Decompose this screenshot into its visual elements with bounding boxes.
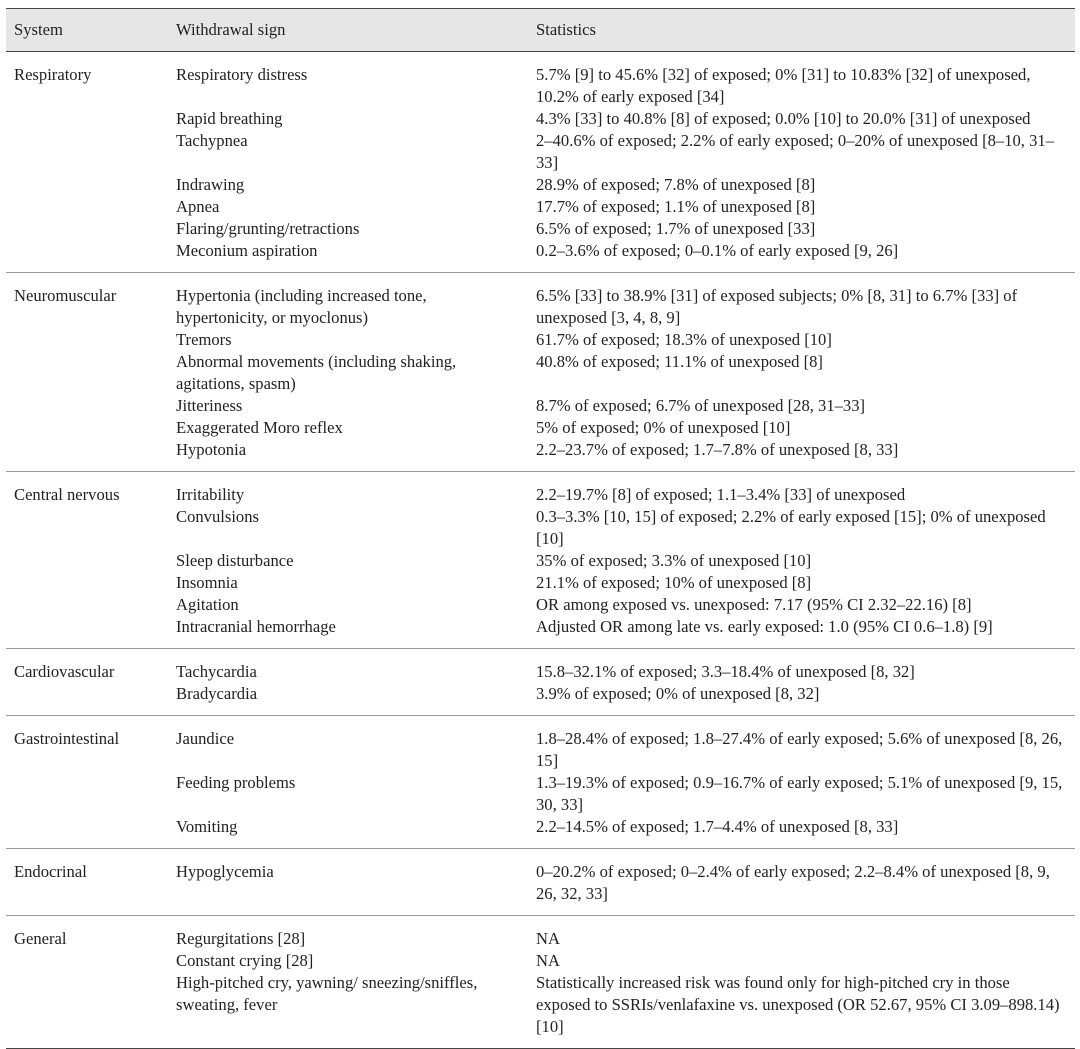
- system-cell: [6, 616, 168, 649]
- withdrawal-sign-cell: Apnea: [176, 197, 220, 216]
- statistics-cell: 0.3–3.3% [10, 15] of exposed; 2.2% of early exposed [15]; 0% of unexposed [10]: [536, 507, 1046, 548]
- withdrawal-sign-cell: Agitation: [176, 595, 239, 614]
- statistics-cell: 8.7% of exposed; 6.7% of unexposed [28, 31–33]: [536, 396, 866, 415]
- table-row: [6, 273, 1075, 330]
- withdrawal-sign-cell: Hypertonia (including increased tone, hypertonicity, or myoclonus): [176, 286, 427, 327]
- statistics-cell: 17.7% of exposed; 1.1% of unexposed [8]: [536, 197, 816, 216]
- system-cell: [6, 174, 168, 196]
- statistics-cell: 4.3% [33] to 40.8% [8] of exposed; 0.0% [10] to 20.0% [31] of unexposed: [536, 109, 1031, 128]
- withdrawal-sign-cell: Irritability: [176, 485, 245, 504]
- table-row: [6, 683, 1075, 716]
- system-cell: [6, 417, 168, 439]
- table-row: [6, 52, 1075, 109]
- statistics-cell: 0.2–3.6% of exposed; 0–0.1% of early exposed [9, 26]: [528, 240, 1075, 273]
- system-cell: Endocrinal: [6, 849, 168, 916]
- system-cell: [6, 395, 168, 417]
- table-row: [6, 351, 1075, 395]
- withdrawal-sign-cell: Rapid breathing: [176, 109, 283, 128]
- system-cell: [6, 351, 168, 395]
- statistics-cell: Adjusted OR among late vs. early exposed: 1.0 (95% CI 0.6–1.8) [9]: [528, 616, 1075, 649]
- header-row: [6, 9, 1075, 52]
- system-cell: [6, 130, 168, 174]
- statistics-cell: 40.8% of exposed; 11.1% of unexposed [8]: [536, 352, 823, 371]
- table-row: [6, 439, 1075, 472]
- withdrawal-sign-cell: Jaundice: [176, 729, 235, 748]
- statistics-cell: 5.7% [9] to 45.6% [32] of exposed; 0% [31] to 10.83% [32] of unexposed, 10.2% of early exposed [34]: [536, 65, 1031, 106]
- system-cell: Gastrointestinal: [14, 729, 120, 748]
- statistics-cell: Statistically increased risk was found only for high-pitched cry in those exposed to SSRIs/venlafaxine vs. unexposed (OR 52.67, 95% CI 3.09–898.14) [10]: [528, 972, 1075, 1049]
- table-row: [6, 130, 1075, 174]
- withdrawal-sign-cell: Flaring/grunting/retractions: [176, 219, 360, 238]
- statistics-cell: 28.9% of exposed; 7.8% of unexposed [8]: [536, 175, 816, 194]
- statistics-cell: 2.2–19.7% [8] of exposed; 1.1–3.4% [33] of unexposed: [536, 485, 906, 504]
- system-cell: [6, 594, 168, 616]
- table-row: [6, 240, 1075, 273]
- header-withdrawal-sign: Withdrawal sign: [168, 9, 528, 52]
- statistics-cell: 5% of exposed; 0% of unexposed [10]: [536, 418, 791, 437]
- system-cell: [6, 218, 168, 240]
- system-cell: Central nervous: [14, 485, 120, 504]
- statistics-cell: NA: [536, 951, 560, 970]
- system-cell: [6, 506, 168, 550]
- table-row: [6, 950, 1075, 972]
- statistics-cell: 21.1% of exposed; 10% of unexposed [8]: [536, 573, 812, 592]
- withdrawal-sign-cell: Feeding problems: [176, 773, 296, 792]
- table-header: [6, 9, 1075, 52]
- statistics-cell: 6.5% [33] to 38.9% [31] of exposed subjects; 0% [8, 31] to 6.7% [33] of unexposed [3, 4, 8, 9]: [536, 286, 1018, 327]
- withdrawal-sign-cell: Tachycardia: [176, 662, 257, 681]
- statistics-cell: 2.2–23.7% of exposed; 1.7–7.8% of unexposed [8, 33]: [528, 439, 1075, 472]
- system-cell: Neuromuscular: [14, 286, 117, 305]
- system-cell: [6, 439, 168, 472]
- statistics-cell: 2.2–14.5% of exposed; 1.7–4.4% of unexposed [8, 33]: [528, 816, 1075, 849]
- withdrawal-sign-cell: High-pitched cry, yawning/ sneezing/sniffles, sweating, fever: [168, 972, 528, 1049]
- withdrawal-sign-cell: Jitteriness: [176, 396, 243, 415]
- withdrawal-sign-cell: Convulsions: [176, 507, 259, 526]
- statistics-cell: OR among exposed vs. unexposed: 7.17 (95% CI 2.32–22.16) [8]: [536, 595, 972, 614]
- table-row: [6, 849, 1075, 916]
- system-cell: [6, 550, 168, 572]
- system-cell: Cardiovascular: [14, 662, 115, 681]
- header-statistics: Statistics: [528, 9, 1075, 52]
- withdrawal-signs-table: [6, 8, 1075, 1049]
- table-row: [6, 916, 1075, 951]
- statistics-cell: 61.7% of exposed; 18.3% of unexposed [10]: [536, 330, 832, 349]
- table-row: [6, 816, 1075, 849]
- system-cell: [6, 240, 168, 273]
- withdrawal-sign-cell: Intracranial hemorrhage: [168, 616, 528, 649]
- withdrawal-sign-cell: Tachypnea: [176, 131, 248, 150]
- withdrawal-sign-cell: Vomiting: [168, 816, 528, 849]
- statistics-cell: 1.3–19.3% of exposed; 0.9–16.7% of early exposed; 5.1% of unexposed [9, 15, 30, 33]: [536, 773, 1063, 814]
- table-row: [6, 108, 1075, 130]
- system-cell: [6, 196, 168, 218]
- table-row: [6, 196, 1075, 218]
- table-row: [6, 395, 1075, 417]
- system-cell: [6, 950, 168, 972]
- system-cell: [6, 972, 168, 1049]
- withdrawal-sign-cell: Exaggerated Moro reflex: [176, 418, 343, 437]
- table-row: [6, 972, 1075, 1049]
- system-cell: General: [14, 929, 67, 948]
- system-cell: [6, 683, 168, 716]
- table-row: [6, 772, 1075, 816]
- withdrawal-sign-cell: Respiratory distress: [176, 65, 308, 84]
- statistics-cell: 3.9% of exposed; 0% of unexposed [8, 32]: [528, 683, 1075, 716]
- statistics-cell: 2–40.6% of exposed; 2.2% of early exposed; 0–20% of unexposed [8–10, 31–33]: [536, 131, 1054, 172]
- table-row: [6, 594, 1075, 616]
- table-row: [6, 506, 1075, 550]
- table-row: [6, 649, 1075, 684]
- table-row: [6, 329, 1075, 351]
- withdrawal-sign-cell: Hypotonia: [168, 439, 528, 472]
- table-row: [6, 218, 1075, 240]
- table-row: [6, 716, 1075, 773]
- withdrawal-sign-cell: Bradycardia: [168, 683, 528, 716]
- withdrawal-sign-cell: Sleep disturbance: [176, 551, 294, 570]
- withdrawal-sign-cell: Constant crying [28]: [176, 951, 314, 970]
- withdrawal-sign-cell: Meconium aspiration: [168, 240, 528, 273]
- table-body: [6, 52, 1075, 1049]
- table-row: [6, 174, 1075, 196]
- table-row: [6, 417, 1075, 439]
- system-cell: [6, 108, 168, 130]
- statistics-cell: 35% of exposed; 3.3% of unexposed [10]: [536, 551, 812, 570]
- statistics-cell: 6.5% of exposed; 1.7% of unexposed [33]: [536, 219, 816, 238]
- withdrawal-sign-cell: Indrawing: [176, 175, 245, 194]
- table-row: [6, 550, 1075, 572]
- table-row: [6, 572, 1075, 594]
- system-cell: [6, 329, 168, 351]
- system-cell: Respiratory: [14, 65, 92, 84]
- table-row: [6, 472, 1075, 507]
- statistics-cell: 15.8–32.1% of exposed; 3.3–18.4% of unexposed [8, 32]: [536, 662, 915, 681]
- table-row: [6, 616, 1075, 649]
- header-system: System: [6, 9, 168, 52]
- statistics-cell: 1.8–28.4% of exposed; 1.8–27.4% of early exposed; 5.6% of unexposed [8, 26, 15]: [536, 729, 1063, 770]
- withdrawal-sign-cell: Tremors: [176, 330, 232, 349]
- withdrawal-sign-cell: Insomnia: [176, 573, 238, 592]
- withdrawal-sign-cell: Regurgitations [28]: [176, 929, 306, 948]
- system-cell: [6, 772, 168, 816]
- statistics-cell: NA: [536, 929, 560, 948]
- statistics-cell: 0–20.2% of exposed; 0–2.4% of early exposed; 2.2–8.4% of unexposed [8, 9, 26, 32, 33]: [528, 849, 1075, 916]
- withdrawal-sign-cell: Hypoglycemia: [168, 849, 528, 916]
- withdrawal-sign-cell: Abnormal movements (including shaking, agitations, spasm): [176, 352, 457, 393]
- system-cell: [6, 572, 168, 594]
- system-cell: [6, 816, 168, 849]
